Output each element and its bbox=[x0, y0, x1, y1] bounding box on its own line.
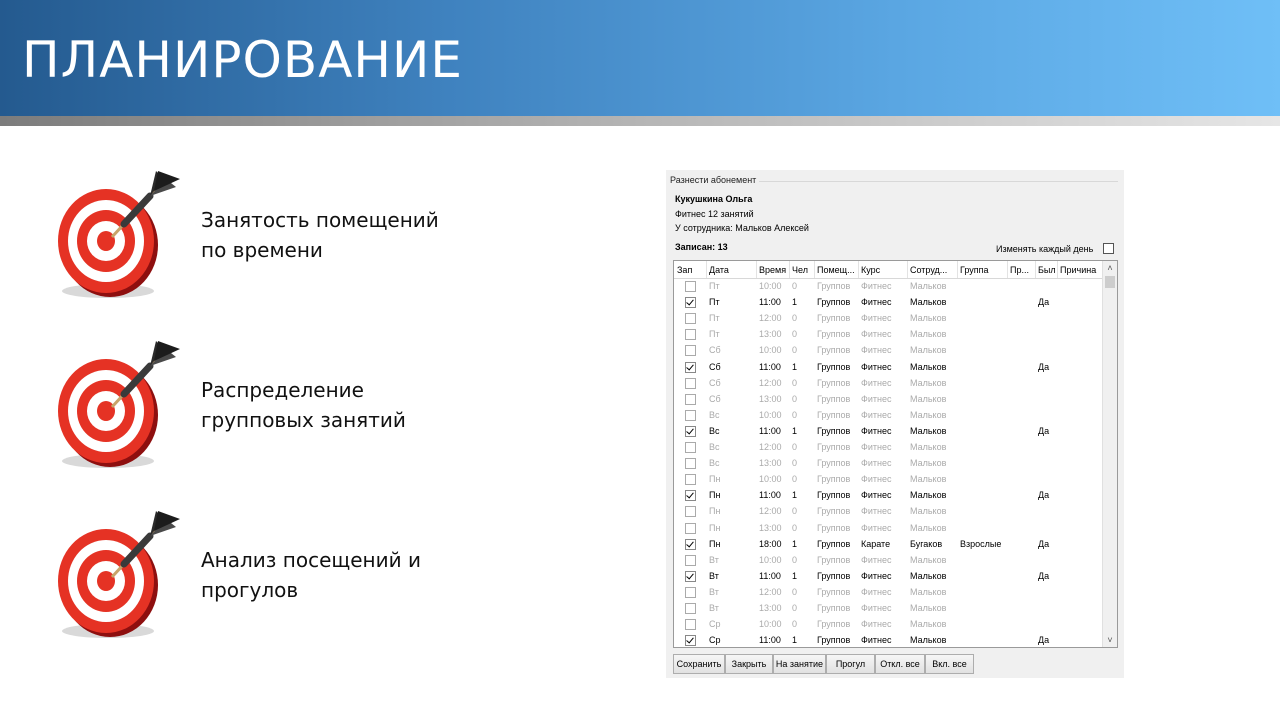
table-row[interactable] bbox=[674, 326, 1102, 342]
column-separator[interactable] bbox=[789, 261, 790, 278]
row-checkbox[interactable] bbox=[685, 603, 696, 614]
cell-people: 1 bbox=[792, 361, 798, 372]
row-checkbox[interactable] bbox=[685, 474, 696, 485]
cell-staff: Мальков bbox=[910, 377, 947, 388]
cell-people: 0 bbox=[792, 506, 798, 517]
group-box-title: Разнести абонемент bbox=[670, 175, 759, 185]
cell-day: Вс bbox=[709, 442, 720, 452]
cell-people: 0 bbox=[792, 281, 798, 291]
cell-was: Да bbox=[1038, 538, 1050, 549]
cell-course: Фитнес bbox=[861, 458, 892, 469]
cell-room: Группов bbox=[817, 522, 851, 533]
cell-people: 0 bbox=[792, 474, 798, 485]
grid-header bbox=[674, 261, 1102, 279]
cell-room: Группов bbox=[817, 490, 851, 501]
cell-time: 12:00 bbox=[759, 313, 782, 324]
uncheck-all-button[interactable]: Откл. все bbox=[875, 654, 925, 674]
cell-day: Вт bbox=[709, 554, 719, 565]
bullet-item bbox=[54, 335, 534, 475]
cell-room: Группов bbox=[817, 361, 851, 372]
cell-time: 11:00 bbox=[759, 570, 781, 581]
cell-time: 11:00 bbox=[759, 361, 781, 372]
cell-time: 11:00 bbox=[759, 490, 781, 501]
cell-day: Пт bbox=[709, 281, 720, 291]
cell-was: Да bbox=[1038, 361, 1050, 372]
table-row[interactable] bbox=[674, 503, 1102, 519]
cell-staff: Мальков bbox=[910, 522, 947, 533]
row-checkbox[interactable] bbox=[685, 329, 696, 340]
subscription-name: Фитнес 12 занятий bbox=[675, 209, 754, 219]
target-dart-icon bbox=[54, 335, 189, 475]
cell-room: Группов bbox=[817, 635, 851, 646]
cell-staff: Мальков bbox=[910, 297, 947, 308]
cell-day: Вс bbox=[709, 458, 720, 469]
cell-staff: Мальков bbox=[910, 570, 947, 581]
cell-people: 1 bbox=[792, 425, 798, 436]
row-checkbox[interactable] bbox=[685, 523, 696, 534]
cell-people: 0 bbox=[792, 409, 798, 420]
column-separator[interactable] bbox=[858, 261, 859, 278]
cell-day: Вс bbox=[709, 425, 720, 436]
cell-course: Фитнес bbox=[861, 474, 892, 485]
cell-people: 0 bbox=[792, 603, 798, 613]
table-row[interactable] bbox=[674, 616, 1102, 632]
cell-day: Сб bbox=[709, 361, 721, 372]
cell-time: 11:00 bbox=[759, 635, 781, 646]
cell-course: Фитнес bbox=[861, 297, 892, 308]
column-separator[interactable] bbox=[756, 261, 757, 278]
scroll-down-icon[interactable]: ˅ bbox=[1107, 635, 1113, 645]
cell-group: Взрослые bbox=[960, 538, 1002, 549]
cell-course: Фитнес bbox=[861, 281, 892, 291]
every-day-checkbox[interactable] bbox=[1103, 243, 1114, 254]
table-row[interactable] bbox=[674, 294, 1102, 310]
mark-absent-button[interactable]: Прогул bbox=[826, 654, 875, 674]
scroll-up-icon[interactable]: ˄ bbox=[1107, 263, 1113, 273]
cell-day: Ср bbox=[709, 635, 721, 646]
column-separator[interactable] bbox=[957, 261, 958, 278]
cell-course: Фитнес bbox=[861, 442, 892, 452]
cell-course: Фитнес bbox=[861, 570, 892, 581]
cell-staff: Мальков bbox=[910, 393, 947, 404]
table-row[interactable] bbox=[674, 342, 1102, 358]
mark-attended-button[interactable]: На занятие bbox=[773, 654, 826, 674]
every-day-label: Изменять каждый день bbox=[996, 244, 1094, 254]
cell-staff: Мальков bbox=[910, 474, 947, 485]
cell-time: 11:00 bbox=[759, 297, 781, 308]
cell-room: Группов bbox=[817, 329, 851, 340]
table-row[interactable] bbox=[674, 568, 1102, 584]
cell-time: 12:00 bbox=[759, 377, 782, 388]
table-row[interactable] bbox=[674, 632, 1102, 648]
cell-day: Ср bbox=[709, 619, 721, 630]
column-separator[interactable] bbox=[1007, 261, 1008, 278]
table-row[interactable] bbox=[674, 375, 1102, 391]
cell-time: 11:00 bbox=[759, 425, 781, 436]
column-separator[interactable] bbox=[706, 261, 707, 278]
row-checkbox[interactable] bbox=[685, 555, 696, 566]
cell-room: Группов bbox=[817, 586, 851, 597]
cell-room: Группов bbox=[817, 425, 851, 436]
row-checkbox[interactable] bbox=[685, 619, 696, 630]
table-row[interactable] bbox=[674, 552, 1102, 568]
row-checkbox[interactable] bbox=[685, 378, 696, 389]
cell-people: 0 bbox=[792, 377, 798, 388]
cell-people: 0 bbox=[792, 313, 798, 324]
cell-day: Вт bbox=[709, 570, 719, 581]
column-separator[interactable] bbox=[907, 261, 908, 278]
cell-course: Фитнес bbox=[861, 329, 892, 340]
cell-was: Да bbox=[1038, 425, 1050, 436]
column-header[interactable]: Причина bbox=[1060, 265, 1097, 275]
cell-course: Фитнес bbox=[861, 586, 892, 597]
cell-people: 0 bbox=[792, 522, 798, 533]
table-row[interactable] bbox=[674, 439, 1102, 455]
cell-time: 10:00 bbox=[759, 345, 782, 356]
cell-course: Карате bbox=[861, 538, 891, 549]
cell-staff: Мальков bbox=[910, 635, 947, 646]
cell-people: 0 bbox=[792, 554, 798, 565]
header-divider bbox=[0, 116, 1280, 126]
cell-time: 13:00 bbox=[759, 329, 782, 340]
cell-day: Пн bbox=[709, 506, 721, 517]
schedule-grid[interactable] bbox=[673, 260, 1118, 648]
cell-time: 12:00 bbox=[759, 586, 782, 597]
cell-staff: Мальков bbox=[910, 442, 947, 452]
cell-day: Пн bbox=[709, 522, 721, 533]
row-checkbox[interactable] bbox=[685, 506, 696, 517]
bullet-item bbox=[54, 505, 534, 645]
row-checkbox[interactable] bbox=[685, 490, 696, 501]
cell-course: Фитнес bbox=[861, 554, 892, 565]
cell-course: Фитнес bbox=[861, 522, 892, 533]
bullet-item bbox=[54, 165, 534, 305]
cell-day: Сб bbox=[709, 377, 721, 388]
cell-people: 1 bbox=[792, 635, 798, 646]
cell-time: 13:00 bbox=[759, 393, 782, 404]
row-checkbox[interactable] bbox=[685, 345, 696, 356]
cell-people: 0 bbox=[792, 458, 798, 469]
cell-people: 0 bbox=[792, 619, 798, 630]
cell-staff: Мальков bbox=[910, 586, 947, 597]
row-checkbox[interactable] bbox=[685, 442, 696, 453]
column-header[interactable]: Чел bbox=[792, 265, 808, 275]
column-header[interactable]: Дата bbox=[709, 265, 729, 275]
table-row[interactable] bbox=[674, 455, 1102, 471]
cell-people: 1 bbox=[792, 570, 798, 581]
table-row[interactable] bbox=[674, 520, 1102, 536]
table-row[interactable] bbox=[674, 471, 1102, 487]
cell-course: Фитнес bbox=[861, 635, 892, 646]
table-row[interactable] bbox=[674, 278, 1102, 294]
column-header[interactable]: Группа bbox=[960, 265, 989, 275]
cell-staff: Мальков bbox=[910, 345, 947, 356]
cell-day: Вт bbox=[709, 586, 719, 597]
bullet-text: Анализ посещений и прогулов bbox=[201, 548, 421, 602]
cell-room: Группов bbox=[817, 297, 851, 308]
cell-people: 0 bbox=[792, 345, 798, 356]
cell-day: Сб bbox=[709, 345, 721, 356]
cell-staff: Мальков bbox=[910, 313, 947, 324]
check-all-button[interactable]: Вкл. все bbox=[925, 654, 974, 674]
table-row[interactable] bbox=[674, 359, 1102, 375]
cell-time: 12:00 bbox=[759, 506, 782, 517]
cell-day: Сб bbox=[709, 393, 721, 404]
row-checkbox[interactable] bbox=[685, 362, 696, 373]
group-box-line bbox=[756, 181, 1118, 182]
cell-course: Фитнес bbox=[861, 361, 892, 372]
cell-people: 0 bbox=[792, 329, 798, 340]
cell-day: Пн bbox=[709, 538, 721, 549]
cell-time: 10:00 bbox=[759, 474, 782, 485]
cell-day: Вс bbox=[709, 409, 720, 420]
cell-was: Да bbox=[1038, 570, 1050, 581]
cell-room: Группов bbox=[817, 474, 851, 485]
save-button[interactable]: Сохранить bbox=[673, 654, 725, 674]
table-row[interactable] bbox=[674, 391, 1102, 407]
cell-room: Группов bbox=[817, 570, 851, 581]
employee-label: У сотрудника: Мальков Алексей bbox=[675, 223, 809, 233]
column-header[interactable]: Был bbox=[1038, 265, 1056, 275]
cell-time: 13:00 bbox=[759, 522, 782, 533]
cell-staff: Мальков bbox=[910, 458, 947, 469]
cell-course: Фитнес bbox=[861, 506, 892, 517]
cell-time: 10:00 bbox=[759, 619, 782, 630]
cell-people: 1 bbox=[792, 297, 798, 308]
table-row[interactable] bbox=[674, 310, 1102, 326]
cell-staff: Бугаков bbox=[910, 538, 943, 549]
cell-staff: Мальков bbox=[910, 425, 947, 436]
row-checkbox[interactable] bbox=[685, 394, 696, 405]
cell-staff: Мальков bbox=[910, 619, 947, 630]
target-dart-icon bbox=[54, 505, 189, 645]
column-header[interactable]: Сотруд... bbox=[910, 265, 948, 275]
row-checkbox[interactable] bbox=[685, 313, 696, 324]
bullet-text: Распределение групповых занятий bbox=[201, 378, 406, 432]
cell-course: Фитнес bbox=[861, 393, 892, 404]
cell-room: Группов bbox=[817, 442, 851, 452]
cell-course: Фитнес bbox=[861, 345, 892, 356]
table-row[interactable] bbox=[674, 600, 1102, 616]
row-checkbox[interactable] bbox=[685, 410, 696, 421]
table-row[interactable] bbox=[674, 407, 1102, 423]
cell-day: Вт bbox=[709, 603, 719, 613]
cell-room: Группов bbox=[817, 393, 851, 404]
cell-staff: Мальков bbox=[910, 361, 947, 372]
scroll-thumb[interactable] bbox=[1105, 276, 1115, 288]
cell-people: 1 bbox=[792, 538, 798, 549]
cell-staff: Мальков bbox=[910, 329, 947, 340]
cell-day: Пн bbox=[709, 474, 721, 485]
cell-was: Да bbox=[1038, 297, 1050, 308]
cell-room: Группов bbox=[817, 281, 851, 291]
vertical-scrollbar[interactable] bbox=[1102, 261, 1117, 647]
cell-room: Группов bbox=[817, 345, 851, 356]
row-checkbox[interactable] bbox=[685, 281, 696, 292]
cell-course: Фитнес bbox=[861, 377, 892, 388]
cell-room: Группов bbox=[817, 409, 851, 420]
cell-time: 10:00 bbox=[759, 409, 782, 420]
cell-room: Группов bbox=[817, 377, 851, 388]
cell-room: Группов bbox=[817, 506, 851, 517]
cell-people: 1 bbox=[792, 490, 798, 501]
cell-day: Пт bbox=[709, 313, 720, 324]
cell-time: 10:00 bbox=[759, 281, 782, 291]
cell-course: Фитнес bbox=[861, 490, 892, 501]
cell-course: Фитнес bbox=[861, 425, 892, 436]
table-row[interactable] bbox=[674, 487, 1102, 503]
cell-time: 12:00 bbox=[759, 442, 782, 452]
table-row[interactable] bbox=[674, 536, 1102, 552]
cell-course: Фитнес bbox=[861, 409, 892, 420]
cell-staff: Мальков bbox=[910, 603, 947, 613]
bullet-text: Занятость помещений по времени bbox=[201, 208, 439, 262]
column-header[interactable]: Время bbox=[759, 265, 787, 275]
cell-was: Да bbox=[1038, 635, 1050, 646]
target-dart-icon bbox=[54, 165, 189, 305]
client-name: Кукушкина Ольга bbox=[675, 194, 753, 204]
row-checkbox[interactable] bbox=[685, 539, 696, 550]
cell-time: 18:00 bbox=[759, 538, 782, 549]
close-button[interactable]: Закрыть bbox=[725, 654, 773, 674]
cell-day: Пт bbox=[709, 297, 720, 308]
cell-staff: Мальков bbox=[910, 554, 947, 565]
cell-people: 0 bbox=[792, 393, 798, 404]
column-separator[interactable] bbox=[1035, 261, 1036, 278]
cell-staff: Мальков bbox=[910, 409, 947, 420]
cell-room: Группов bbox=[817, 554, 851, 565]
cell-staff: Мальков bbox=[910, 490, 947, 501]
cell-course: Фитнес bbox=[861, 603, 892, 613]
table-row[interactable] bbox=[674, 423, 1102, 439]
column-header[interactable]: Помещ... bbox=[817, 265, 855, 275]
cell-course: Фитнес bbox=[861, 313, 892, 324]
cell-people: 0 bbox=[792, 586, 798, 597]
cell-time: 10:00 bbox=[759, 554, 782, 565]
cell-room: Группов bbox=[817, 313, 851, 324]
table-row[interactable] bbox=[674, 584, 1102, 600]
cell-day: Пн bbox=[709, 490, 721, 501]
cell-people: 0 bbox=[792, 442, 798, 452]
cell-staff: Мальков bbox=[910, 281, 947, 291]
cell-was: Да bbox=[1038, 490, 1050, 501]
cell-day: Пт bbox=[709, 329, 720, 340]
cell-staff: Мальков bbox=[910, 506, 947, 517]
row-checkbox[interactable] bbox=[685, 426, 696, 437]
row-checkbox[interactable] bbox=[685, 297, 696, 308]
cell-room: Группов bbox=[817, 603, 851, 613]
enrolled-count: Записан: 13 bbox=[675, 242, 728, 252]
cell-room: Группов bbox=[817, 619, 851, 630]
column-header[interactable]: Зап bbox=[677, 265, 693, 275]
slide-title: ПЛАНИРОВАНИЕ bbox=[22, 31, 464, 89]
row-checkbox[interactable] bbox=[685, 587, 696, 598]
cell-room: Группов bbox=[817, 538, 851, 549]
assign-subscription-dialog bbox=[666, 170, 1124, 678]
cell-course: Фитнес bbox=[861, 619, 892, 630]
row-checkbox[interactable] bbox=[685, 635, 696, 646]
cell-time: 13:00 bbox=[759, 458, 782, 469]
row-checkbox[interactable] bbox=[685, 571, 696, 582]
cell-time: 13:00 bbox=[759, 603, 782, 613]
row-checkbox[interactable] bbox=[685, 458, 696, 469]
cell-room: Группов bbox=[817, 458, 851, 469]
column-separator[interactable] bbox=[814, 261, 815, 278]
column-separator[interactable] bbox=[1057, 261, 1058, 278]
column-header[interactable]: Курс bbox=[861, 265, 881, 275]
column-header[interactable]: Пр... bbox=[1010, 265, 1029, 275]
